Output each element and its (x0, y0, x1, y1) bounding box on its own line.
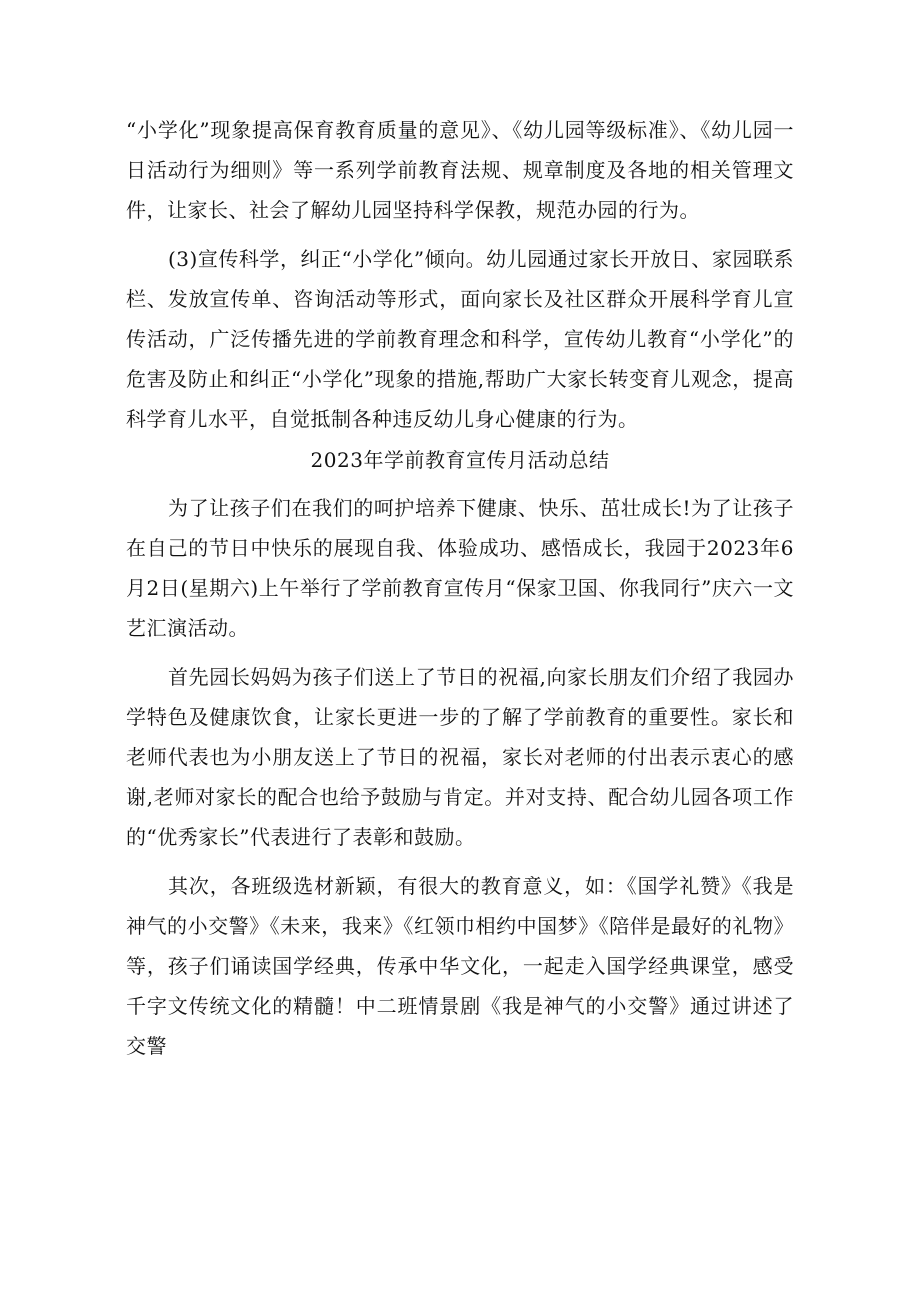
paragraph-principal-greeting: 首先园长妈妈为孩子们送上了节日的祝福,向家长朋友们介绍了我园办学特色及健康饮食，让家长更进一步的了解了学前教育的重要性。家长和老师代表也为小朋友送上了节日的祝福，家长对老师的付出表示衷心的感谢,老师对家长的配合也给予鼓励与肯定。并对支持、配合幼儿园各项工作的“优秀家长”代表进行了表彰和鼓励。 (126, 664, 794, 850)
section-title: 2023年学前教育宣传月活动总结 (310, 447, 610, 472)
paragraph-promote-science: (3)宣传科学，纠正“小学化”倾向。幼儿园通过家长开放日、家园联系栏、发放宣传单、咨询活动等形式，面向家长及社区群众开展科学育儿宣传活动，广泛传播先进的学前教育理念和科学，宣传幼儿教育“小学化”的危害及防止和纠正“小学化”现象的措施,帮助广大家长转变育儿观念，提高科学育儿水平，自觉抵制各种违反幼儿身心健康的行为。 (126, 246, 794, 432)
paragraph-class-performances: 其次，各班级选材新颖，有很大的教育意义，如：《国学礼赞》《我是神气的小交警》《未来，我来》《红领巾相约中国梦》《陪伴是最好的礼物》等，孩子们诵读国学经典，传承中华文化，一起走入国学经典课堂，感受千字文传统文化的精髓！中二班情景剧《我是神气的小交警》通过讲述了交警 (126, 873, 794, 1059)
paragraph-intro: 为了让孩子们在我们的呵护培养下健康、快乐、茁壮成长!为了让孩子在自己的节日中快乐的展现自我、体验成功、感悟成长，我园于2023年6月2日(星期六)上午举行了学前教育宣传月“保家卫国、你我同行”庆六一文艺汇演活动。 (126, 495, 794, 641)
document-body (126, 110, 794, 1067)
paragraph-continued: “小学化”现象提高保育教育质量的意见》、《幼儿园等级标准》、《幼儿园一日活动行为细则》等一系列学前教育法规、规章制度及各地的相关管理文件，让家长、社会了解幼儿园坚持科学保教，规范办园的行为。 (126, 118, 794, 223)
